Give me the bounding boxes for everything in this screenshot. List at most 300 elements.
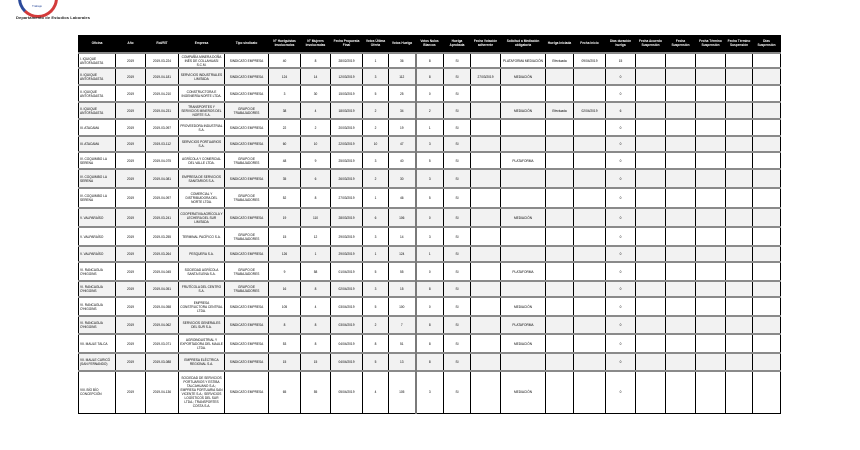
cell-mujeres: 6 (301, 169, 331, 188)
cell-votos-huelga: 55 (389, 262, 416, 281)
cell-aprobada: SI (444, 152, 471, 169)
cell-fecha-prop: 28/02/2019 (331, 53, 363, 68)
column-header: Rol/RIT (146, 36, 179, 54)
cell-empresa: TRANSPORTES Y SERVICIOS MINEROS DEL NORTE S.A. (179, 102, 225, 119)
cell-dias: 0 (606, 246, 636, 262)
table-row (79, 371, 781, 413)
cell-anio: 2019 (116, 371, 146, 413)
cell-f1 (636, 188, 666, 208)
cell-f1 (636, 246, 666, 262)
cell-votos-oferta: 3 (363, 227, 389, 246)
cell-f2 (666, 119, 696, 136)
cell-anio: 2019 (116, 85, 146, 102)
cell-iniciada (546, 246, 574, 262)
cell-f1 (636, 169, 666, 188)
cell-dias: 6 (606, 102, 636, 119)
cell-iniciada (546, 262, 574, 281)
table-row (79, 246, 781, 262)
cell-anio: 2019 (116, 68, 146, 85)
cell-f3 (696, 136, 726, 152)
cell-fecha-inicio (574, 119, 606, 136)
cell-anio: 2019 (116, 188, 146, 208)
cell-iniciada (546, 371, 574, 413)
strikes-table (78, 35, 781, 414)
cell-fecha-prop: 05/04/2019 (331, 371, 363, 413)
cell-iniciada (546, 316, 574, 334)
cell-f4 (726, 227, 753, 246)
cell-fecha-prop: 15/03/2019 (331, 85, 363, 102)
table-row (79, 353, 781, 371)
cell-aprobada: SI (444, 119, 471, 136)
cell-dias: 0 (606, 281, 636, 297)
cell-mediacion (501, 353, 546, 371)
cell-dias: 0 (606, 316, 636, 334)
cell-iniciada (546, 208, 574, 227)
table-row (79, 334, 781, 353)
cell-fecha-prop: 04/04/2019 (331, 334, 363, 353)
cell-anio: 2019 (116, 246, 146, 262)
cell-oficina: IV. COQUIMBO LA SERENA (79, 152, 116, 169)
cell-oficina: III. ATACAMA (79, 136, 116, 152)
cell-f2 (666, 152, 696, 169)
table-row (79, 136, 781, 152)
cell-empresa: EMPRESA ELÉCTRICA REGIONAL S.A. (179, 353, 225, 371)
cell-fecha-prop: 25/03/2019 (331, 152, 363, 169)
cell-votos-oferta: 2 (363, 316, 389, 334)
cell-dias: 0 (606, 119, 636, 136)
cell-mediacion (501, 281, 546, 297)
cell-f3 (696, 371, 726, 413)
cell-anio: 2019 (116, 227, 146, 246)
cell-fecha-vot (471, 188, 501, 208)
cell-empresa: FRUTÍCOLA DEL CENTRO S.A. (179, 281, 225, 297)
cell-f5 (753, 152, 781, 169)
cell-mediacion: MEDIACIÓN (501, 371, 546, 413)
cell-votos-oferta: 10 (363, 136, 389, 152)
cell-f3 (696, 188, 726, 208)
cell-votos-huelga: 47 (389, 136, 416, 152)
cell-huelguistas: 65 (269, 371, 301, 413)
cell-f5 (753, 316, 781, 334)
cell-votos-nulos: 0 (416, 85, 444, 102)
cell-f2 (666, 227, 696, 246)
table-row (79, 188, 781, 208)
column-header: Huelga Iniciada (546, 36, 574, 54)
cell-huelguistas: 15 (269, 353, 301, 371)
cell-f5 (753, 68, 781, 85)
cell-f4 (726, 334, 753, 353)
cell-fecha-prop: 04/04/2019 (331, 353, 363, 371)
cell-fecha-inicio (574, 136, 606, 152)
cell-fecha-prop: 20/03/2019 (331, 119, 363, 136)
cell-rol: 2019-04-075 (146, 152, 179, 169)
cell-fecha-inicio (574, 188, 606, 208)
column-header: Año (116, 36, 146, 54)
cell-fecha-inicio (574, 281, 606, 297)
cell-f5 (753, 208, 781, 227)
cell-f3 (696, 119, 726, 136)
cell-tipo: SINDICATO EMPRESA (225, 246, 269, 262)
cell-fecha-inicio: 09/04/2019 (574, 53, 606, 68)
cell-mediacion: PLATAFORMA (501, 262, 546, 281)
cell-fecha-vot (471, 353, 501, 371)
cell-tipo: GRUPO DE TRABAJADORES (225, 227, 269, 246)
cell-f1 (636, 334, 666, 353)
cell-fecha-prop: 12/03/2019 (331, 68, 363, 85)
cell-votos-huelga: 40 (389, 152, 416, 169)
cell-huelguistas: 124 (269, 68, 301, 85)
table-row (79, 208, 781, 227)
cell-f2 (666, 208, 696, 227)
column-header: Votos Última Oferta (363, 36, 389, 54)
cell-rol: 2019-03-264 (146, 246, 179, 262)
cell-mujeres: 4 (301, 102, 331, 119)
cell-f1 (636, 281, 666, 297)
cell-mediacion (501, 85, 546, 102)
cell-f3 (696, 152, 726, 169)
cell-rol: 2019-04-136 (146, 371, 179, 413)
cell-mujeres: 110 (301, 208, 331, 227)
cell-votos-nulos: 8 (416, 316, 444, 334)
column-header: Votos Nulos Blancos (416, 36, 444, 54)
cell-anio: 2019 (116, 297, 146, 316)
cell-f1 (636, 68, 666, 85)
cell-fecha-prop: 28/03/2019 (331, 208, 363, 227)
cell-empresa: EMPRESA DE SERVICIOS SANITARIOS S.A. (179, 169, 225, 188)
cell-iniciada (546, 136, 574, 152)
cell-oficina: VI. RANCAGUA O'HIGGINS (79, 297, 116, 316)
cell-f1 (636, 136, 666, 152)
cell-f2 (666, 169, 696, 188)
cell-f4 (726, 85, 753, 102)
cell-empresa: SERVICIOS PORTUARIOS S.A. (179, 136, 225, 152)
cell-f5 (753, 169, 781, 188)
cell-huelguistas: 9 (269, 262, 301, 281)
cell-dias: 0 (606, 152, 636, 169)
column-header: Fecha Término Suspensión (726, 36, 753, 54)
cell-rol: 2019-03-112 (146, 136, 179, 152)
cell-f1 (636, 152, 666, 169)
cell-f5 (753, 353, 781, 371)
cell-f2 (666, 281, 696, 297)
cell-aprobada: SI (444, 297, 471, 316)
cell-votos-oferta: 3 (363, 281, 389, 297)
cell-f2 (666, 136, 696, 152)
cell-mujeres: 30 (301, 85, 331, 102)
cell-votos-huelga: 100 (389, 297, 416, 316)
cell-iniciada (546, 152, 574, 169)
cell-rol: 2019-03-241 (146, 208, 179, 227)
cell-f3 (696, 316, 726, 334)
cell-fecha-inicio (574, 152, 606, 169)
cell-oficina: VI. RANCAGUA O'HIGGINS (79, 316, 116, 334)
cell-anio: 2019 (116, 353, 146, 371)
cell-huelguistas: 3 (269, 85, 301, 102)
cell-f4 (726, 353, 753, 371)
cell-fecha-inicio (574, 85, 606, 102)
cell-huelguistas: 35 (269, 169, 301, 188)
table-row (79, 102, 781, 119)
cell-anio: 2019 (116, 152, 146, 169)
cell-tipo: SINDICATO EMPRESA (225, 371, 269, 413)
cell-mediacion: MEDIACIÓN (501, 208, 546, 227)
cell-dias: 0 (606, 334, 636, 353)
cell-f2 (666, 68, 696, 85)
cell-huelguistas: 105 (269, 297, 301, 316)
cell-fecha-vot (471, 371, 501, 413)
cell-tipo: SINDICATO EMPRESA (225, 53, 269, 68)
cell-tipo: SINDICATO EMPRESA (225, 353, 269, 371)
cell-rol: 2019-03-097 (146, 119, 179, 136)
cell-huelguistas: 16 (269, 281, 301, 297)
cell-empresa: TERMINAL PACÍFICO S.A. (179, 227, 225, 246)
cell-huelguistas: 8 (269, 316, 301, 334)
cell-votos-nulos: 5 (416, 152, 444, 169)
column-header: Fecha Votación adherente (471, 36, 501, 54)
cell-mediacion (501, 188, 546, 208)
table-row (79, 68, 781, 85)
cell-anio: 2019 (116, 119, 146, 136)
cell-f3 (696, 68, 726, 85)
cell-mediacion (501, 136, 546, 152)
cell-fecha-vot (471, 102, 501, 119)
cell-votos-nulos: 3 (416, 371, 444, 413)
cell-fecha-inicio (574, 169, 606, 188)
cell-f2 (666, 371, 696, 413)
cell-f3 (696, 102, 726, 119)
cell-f4 (726, 188, 753, 208)
cell-dias: 0 (606, 227, 636, 246)
cell-f4 (726, 246, 753, 262)
cell-f3 (696, 262, 726, 281)
cell-mujeres: 8 (301, 53, 331, 68)
cell-f3 (696, 353, 726, 371)
cell-f3 (696, 227, 726, 246)
cell-f2 (666, 188, 696, 208)
cell-rol: 2019-04-231 (146, 102, 179, 119)
cell-fecha-prop: 01/04/2019 (331, 262, 363, 281)
cell-f4 (726, 68, 753, 85)
cell-fecha-inicio: 02/04/2019 (574, 102, 606, 119)
column-header: Fecha Inicio (574, 36, 606, 54)
cell-mujeres: 8 (301, 316, 331, 334)
cell-fecha-vot (471, 281, 501, 297)
cell-rol: 2019-03-255 (146, 227, 179, 246)
cell-f5 (753, 227, 781, 246)
table-row (79, 169, 781, 188)
cell-votos-oferta: 5 (363, 297, 389, 316)
logo-text: Trabajo (32, 4, 43, 8)
cell-tipo: SINDICATO EMPRESA (225, 136, 269, 152)
cell-f4 (726, 281, 753, 297)
cell-dias: 0 (606, 208, 636, 227)
cell-fecha-prop: 03/04/2019 (331, 297, 363, 316)
cell-dias: 0 (606, 371, 636, 413)
cell-iniciada (546, 119, 574, 136)
cell-f2 (666, 85, 696, 102)
cell-votos-nulos: 0 (416, 208, 444, 227)
cell-iniciada (546, 188, 574, 208)
cell-huelguistas: 126 (269, 246, 301, 262)
cell-votos-nulos: 8 (416, 353, 444, 371)
cell-mujeres: 55 (301, 371, 331, 413)
cell-fecha-vot (471, 169, 501, 188)
cell-fecha-inicio (574, 227, 606, 246)
cell-aprobada: SI (444, 85, 471, 102)
cell-aprobada: SI (444, 227, 471, 246)
cell-aprobada: SI (444, 281, 471, 297)
cell-huelguistas: 48 (269, 152, 301, 169)
cell-mediacion: PLATAFORMA (501, 316, 546, 334)
cell-votos-nulos: 2 (416, 102, 444, 119)
cell-aprobada: SI (444, 136, 471, 152)
cell-fecha-inicio (574, 371, 606, 413)
cell-tipo: GRUPO DE TRABAJADORES (225, 262, 269, 281)
cell-oficina: VII. MAULE CURICÓ (SAN FERNANDO) (79, 353, 116, 371)
column-header: Huelga Aprobada (444, 36, 471, 54)
cell-votos-huelga: 14 (389, 227, 416, 246)
column-header: Días Suspensión (753, 36, 781, 54)
cell-f3 (696, 169, 726, 188)
cell-tipo: GRUPO DE TRABAJADORES (225, 188, 269, 208)
cell-f3 (696, 281, 726, 297)
cell-votos-oferta: 2 (363, 102, 389, 119)
cell-fecha-inicio (574, 262, 606, 281)
cell-fecha-vot (471, 262, 501, 281)
cell-iniciada: Efectuada (546, 53, 574, 68)
cell-dias: 0 (606, 188, 636, 208)
cell-votos-oferta: 5 (363, 85, 389, 102)
cell-f1 (636, 297, 666, 316)
cell-empresa: PROVEEDORA INDUSTRIAL S.A. (179, 119, 225, 136)
cell-dias: 0 (606, 353, 636, 371)
cell-votos-huelga: 7 (389, 316, 416, 334)
cell-votos-huelga: 46 (389, 188, 416, 208)
cell-fecha-prop: 27/03/2019 (331, 188, 363, 208)
table-row (79, 53, 781, 68)
cell-oficina: II. IQUIQUE ANTOFAGASTA (79, 102, 116, 119)
cell-dias: 0 (606, 68, 636, 85)
cell-votos-nulos: 8 (416, 53, 444, 68)
cell-f5 (753, 371, 781, 413)
column-header: N° Mujeres Involucradas (301, 36, 331, 54)
cell-votos-oferta: 5 (363, 262, 389, 281)
cell-dias: 0 (606, 169, 636, 188)
cell-votos-nulos: 3 (416, 169, 444, 188)
cell-empresa: SERVICIOS INDUSTRIALES LIMITADA (179, 68, 225, 85)
column-header: Fecha Suspensión (666, 36, 696, 54)
cell-f4 (726, 208, 753, 227)
cell-tipo: SINDICATO EMPRESA (225, 334, 269, 353)
table-row (79, 281, 781, 297)
cell-f3 (696, 334, 726, 353)
cell-aprobada: SI (444, 334, 471, 353)
table-row (79, 316, 781, 334)
cell-f2 (666, 102, 696, 119)
cell-votos-huelga: 25 (389, 85, 416, 102)
cell-aprobada: SI (444, 262, 471, 281)
cell-oficina: VI. RANCAGUA O'HIGGINS (79, 262, 116, 281)
cell-votos-oferta: 4 (363, 371, 389, 413)
cell-fecha-prop: 22/03/2019 (331, 136, 363, 152)
cell-f1 (636, 102, 666, 119)
cell-votos-nulos: 1 (416, 119, 444, 136)
cell-f1 (636, 371, 666, 413)
cell-tipo: SINDICATO EMPRESA (225, 208, 269, 227)
column-header: Oficina (79, 36, 116, 54)
cell-rol: 2019-03-071 (146, 334, 179, 353)
cell-f5 (753, 262, 781, 281)
cell-fecha-prop: 26/03/2019 (331, 169, 363, 188)
cell-f5 (753, 334, 781, 353)
cell-empresa: AGRÍCOLA Y COMERCIAL DEL VALLE LTDA. (179, 152, 225, 169)
cell-fecha-inicio (574, 208, 606, 227)
cell-aprobada: SI (444, 68, 471, 85)
cell-mujeres: 15 (301, 353, 331, 371)
cell-fecha-vot (471, 334, 501, 353)
cell-votos-nulos: 8 (416, 334, 444, 353)
cell-anio: 2019 (116, 208, 146, 227)
cell-mujeres: 1 (301, 246, 331, 262)
cell-f1 (636, 85, 666, 102)
cell-votos-nulos: 3 (416, 136, 444, 152)
cell-votos-nulos: 5 (416, 188, 444, 208)
cell-fecha-inicio (574, 246, 606, 262)
cell-votos-huelga: 19 (389, 119, 416, 136)
cell-f4 (726, 119, 753, 136)
cell-votos-oferta: 6 (363, 208, 389, 227)
cell-votos-huelga: 105 (389, 371, 416, 413)
cell-empresa: SOCIEDAD DE SERVICIOS PORTUARIOS Y ESTIBA TALCAHUANO S.A.; EMPRESA PORTUARIA SAN VICENTE S.A.; SERVICIOS LOGÍSTICOS DEL SUR LTDA.; TRANSPORTES COSTA S.A. (179, 371, 225, 413)
cell-f5 (753, 188, 781, 208)
page-subtitle: Departamento de Estudios Laborales (16, 15, 91, 20)
cell-anio: 2019 (116, 53, 146, 68)
cell-votos-nulos: 1 (416, 246, 444, 262)
cell-votos-oferta: 3 (363, 68, 389, 85)
cell-votos-huelga: 124 (389, 246, 416, 262)
cell-tipo: SINDICATO EMPRESA (225, 85, 269, 102)
cell-mujeres: 58 (301, 262, 331, 281)
cell-fecha-vot: 27/03/2019 (471, 68, 501, 85)
cell-mediacion (501, 227, 546, 246)
cell-f1 (636, 208, 666, 227)
table-row (79, 227, 781, 246)
cell-mediacion (501, 246, 546, 262)
cell-votos-oferta: 1 (363, 188, 389, 208)
cell-votos-nulos: 3 (416, 227, 444, 246)
cell-iniciada (546, 334, 574, 353)
cell-empresa: SOCIEDAD AGRÍCOLA SANTA ELENA S.A. (179, 262, 225, 281)
cell-oficina: VIII. BÍO BÍO CONCEPCIÓN (79, 371, 116, 413)
cell-f3 (696, 297, 726, 316)
cell-empresa: SERVICIOS GENERALES DEL SUR S.A. (179, 316, 225, 334)
column-header: Días duración huelga (606, 36, 636, 54)
cell-votos-oferta: 3 (363, 152, 389, 169)
cell-aprobada: SI (444, 353, 471, 371)
cell-f4 (726, 136, 753, 152)
cell-huelguistas: 60 (269, 136, 301, 152)
cell-rol: 2019-04-058 (146, 297, 179, 316)
cell-fecha-vot (471, 208, 501, 227)
cell-anio: 2019 (116, 316, 146, 334)
cell-f2 (666, 53, 696, 68)
cell-empresa: PESQUERA S.A. (179, 246, 225, 262)
cell-f3 (696, 208, 726, 227)
cell-mediacion: MEDIACIÓN (501, 334, 546, 353)
cell-oficina: II. IQUIQUE ANTOFAGASTA (79, 85, 116, 102)
cell-fecha-vot (471, 53, 501, 68)
cell-votos-huelga: 51 (389, 334, 416, 353)
